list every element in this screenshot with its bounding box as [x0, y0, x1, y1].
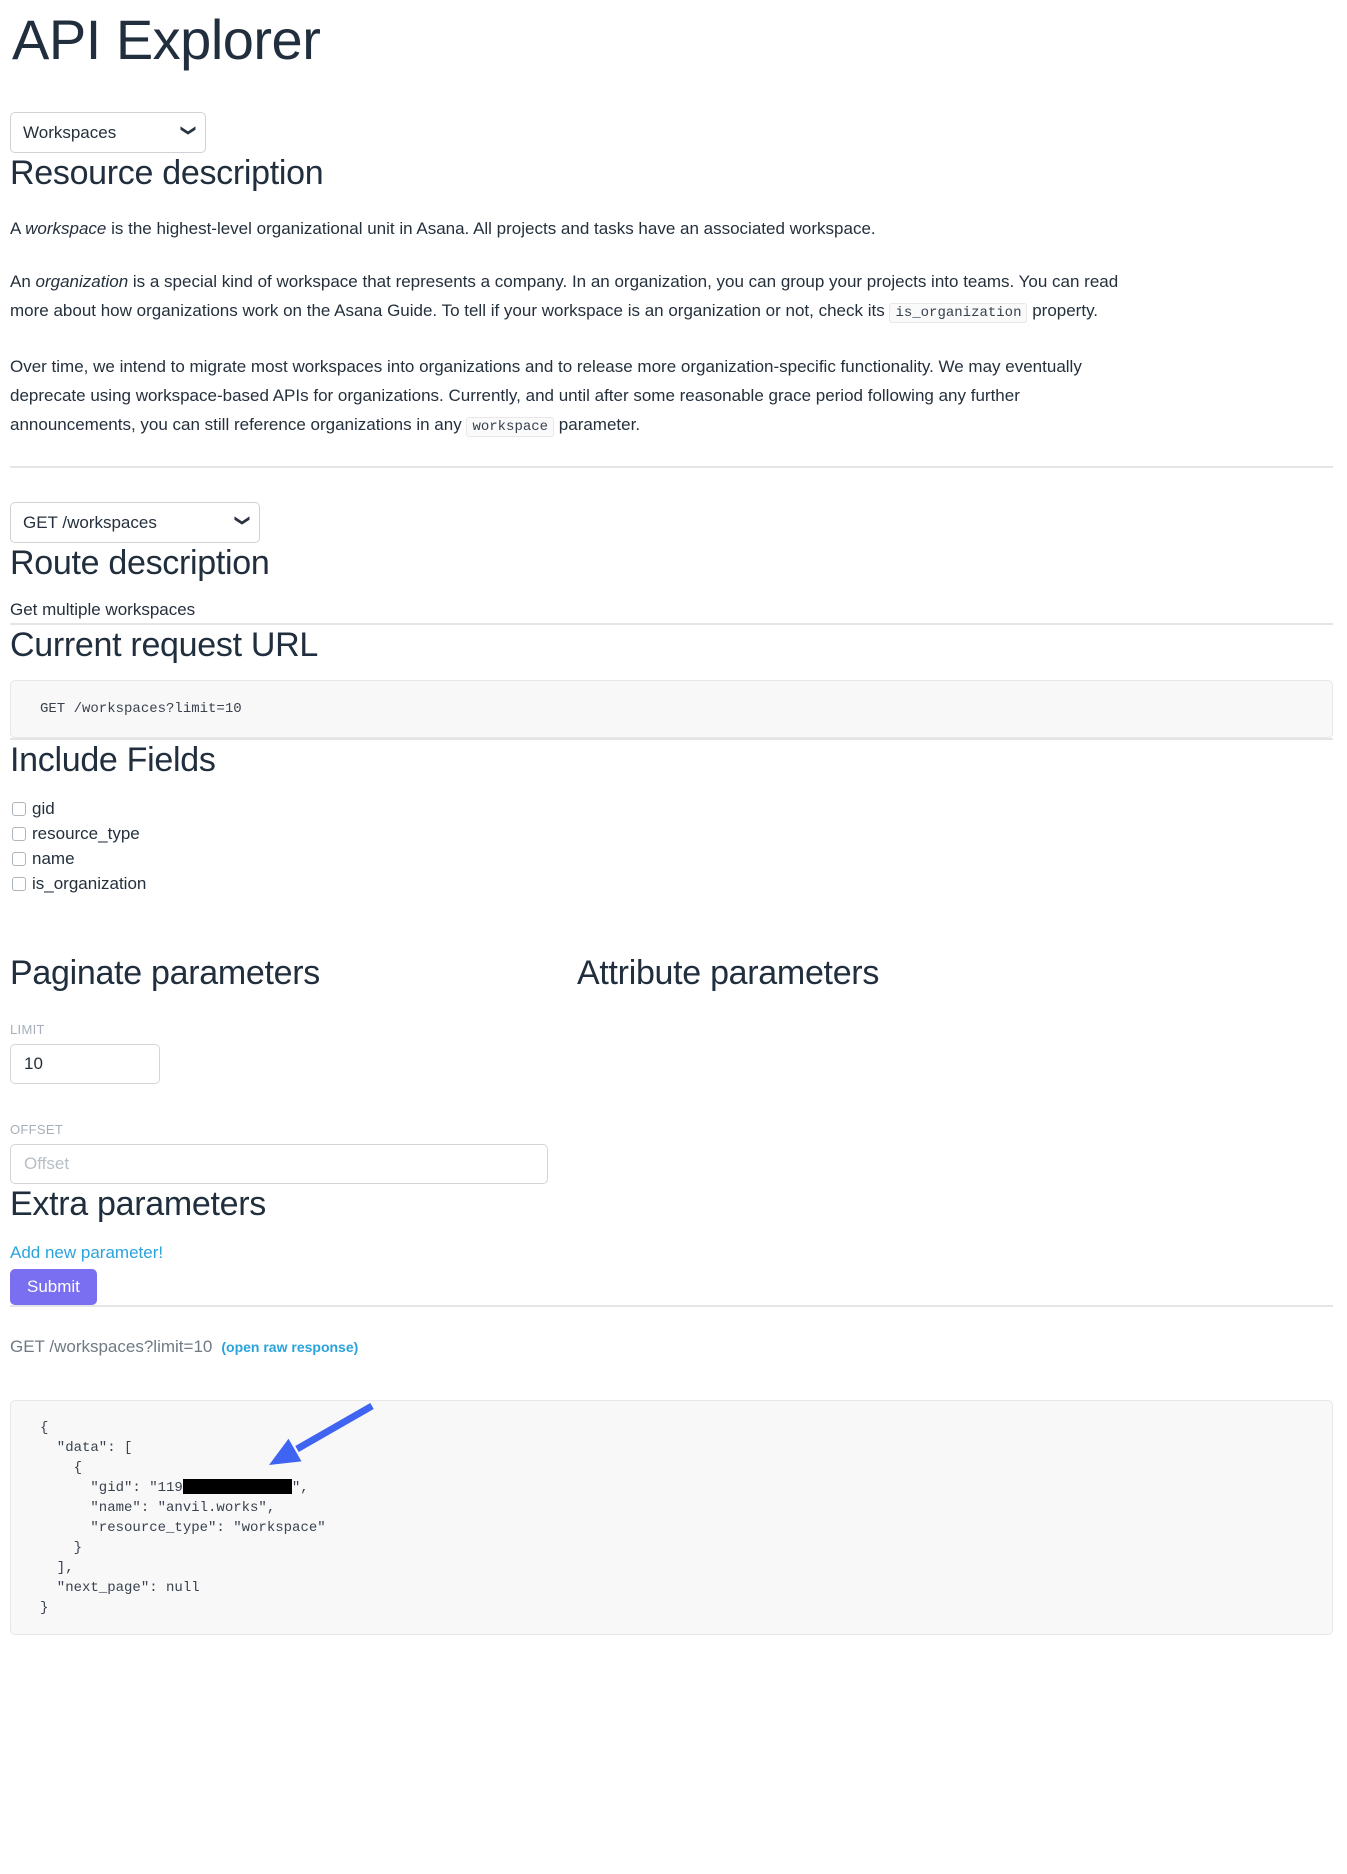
p1-text-post: is the highest-level organizational unit in Asana. All projects and tasks have an associated workspace.	[106, 219, 876, 238]
p2-text-post: property.	[1027, 301, 1099, 320]
include-fields-heading: Include Fields	[10, 740, 216, 779]
include-field-row-resource-type[interactable]	[10, 822, 1333, 847]
route-select[interactable]	[10, 502, 260, 543]
offset-label: OFFSET	[10, 1121, 64, 1137]
p2-emphasis: organization	[35, 272, 129, 291]
resource-paragraph-3	[10, 352, 1130, 442]
route-description-heading: Route description	[10, 544, 270, 582]
p2-text: An	[10, 272, 36, 291]
gid-checkbox[interactable]	[12, 802, 26, 816]
chevron-down-icon: ❯	[180, 123, 198, 137]
paginate-parameters-heading: Paginate parameters	[10, 953, 320, 992]
current-request-url-heading: Current request URL	[10, 625, 318, 664]
route-description-text: Get multiple workspaces	[10, 600, 196, 619]
request-url-code-box: GET /workspaces?limit=10	[10, 680, 1333, 738]
response-request-line: GET /workspaces?limit=10	[10, 1337, 213, 1357]
name-checkbox[interactable]	[12, 852, 26, 866]
parameters-columns	[10, 953, 1333, 994]
resource-select[interactable]	[10, 112, 206, 153]
divider	[10, 466, 1333, 468]
include-fields-list	[10, 797, 1333, 897]
extra-parameters-heading: Extra parameters	[10, 1184, 266, 1223]
offset-input[interactable]	[10, 1144, 548, 1184]
workspace-code-chip: workspace	[466, 417, 554, 437]
resource-description-heading: Resource description	[10, 154, 324, 192]
p3-text-post: parameter.	[554, 415, 641, 434]
include-field-row-is-organization[interactable]	[10, 872, 1333, 897]
name-checkbox-label: name	[32, 848, 75, 868]
p1-emphasis: workspace	[25, 219, 107, 238]
attribute-parameters-column	[577, 953, 1333, 994]
response-box-wrap	[10, 1400, 1333, 1635]
paginate-parameters-column	[10, 953, 577, 994]
resource-paragraph-1	[10, 214, 1130, 243]
include-field-row-gid[interactable]	[10, 797, 1333, 822]
gid-checkbox-label: gid	[32, 798, 55, 818]
route-select-wrap	[10, 502, 260, 543]
resource-type-checkbox[interactable]	[12, 827, 26, 841]
api-explorer-page	[0, 8, 1347, 1659]
p1-text: A	[10, 219, 26, 238]
response-header	[10, 1335, 1333, 1360]
resource-select-wrap	[10, 112, 206, 153]
response-json: { "data": [ { "gid": "119 ", "name": "anvil.works", "resource_type": "workspace" } ], "next_page": null }	[10, 1400, 1333, 1635]
redacted-gid	[183, 1479, 292, 1494]
p2-text-mid: is a special kind of workspace that represents a company. In an organization, you can group your projects into teams. You can read more about how organizations work on the Asana Guide. To tell if your workspace is an organization or not, check its	[10, 272, 1119, 320]
submit-button[interactable]: Submit	[10, 1269, 97, 1305]
resource-paragraph-2	[10, 267, 1130, 328]
is-organization-code-chip: is_organization	[889, 303, 1027, 323]
resource-type-checkbox-label: resource_type	[32, 823, 140, 843]
limit-label: LIMIT	[10, 1021, 45, 1037]
is-organization-checkbox[interactable]	[12, 877, 26, 891]
attribute-parameters-heading: Attribute parameters	[577, 953, 880, 992]
divider	[10, 1305, 1333, 1307]
include-field-row-name[interactable]	[10, 847, 1333, 872]
limit-input[interactable]	[10, 1044, 160, 1084]
open-raw-response-link[interactable]: (open raw response)	[221, 1339, 359, 1356]
chevron-down-icon: ❯	[234, 513, 252, 527]
page-title: API Explorer	[12, 8, 321, 71]
is-organization-checkbox-label: is_organization	[32, 873, 147, 893]
add-new-parameter-link[interactable]: Add new parameter!	[10, 1242, 164, 1262]
p3-text: Over time, we intend to migrate most workspaces into organizations and to release more organization-specific functionality. We may eventually deprecate using workspace-based APIs for organizations. Currently, and until after some reasonable grace period following any further announcements, you can still reference organizations in any	[10, 357, 1082, 434]
